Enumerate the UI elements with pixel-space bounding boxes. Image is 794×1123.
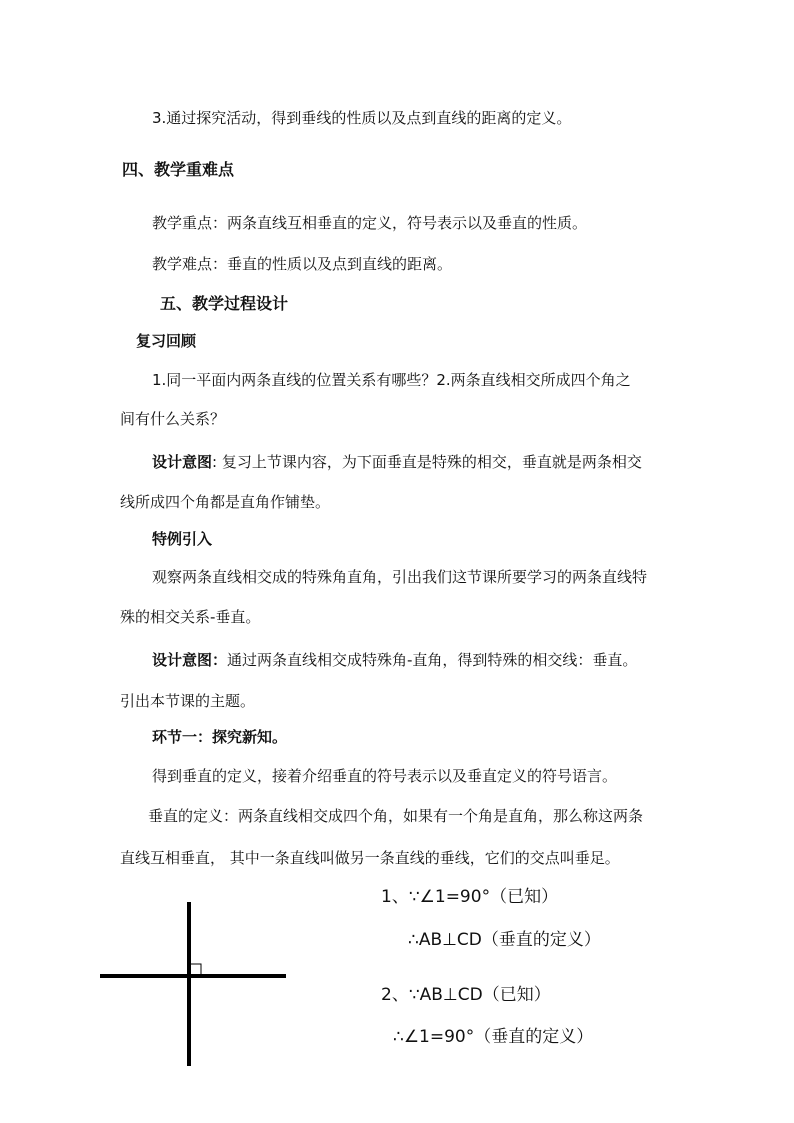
definition-line2: 直线互相垂直， 其中一条直线叫做另一条直线的垂线，它们的交点叫垂足。	[120, 849, 620, 867]
review-question-line2: 间有什么关系？	[120, 410, 226, 428]
design-intent-2-cont: 引出本节课的主题。	[120, 692, 256, 710]
section-5-heading: 五、教学过程设计	[160, 294, 289, 313]
design-intent-label: 设计意图：	[152, 651, 228, 669]
design-intent-text: 通过两条直线相交成特殊角-直角，得到特殊的相交线：垂直。	[227, 651, 638, 669]
section-4-heading: 四、教学重难点	[122, 160, 235, 179]
design-intent-text: : 复习上节课内容，为下面垂直是特殊的相交，垂直就是两条相交	[212, 453, 642, 471]
definition-line1: 垂直的定义：两条直线相交成四个角，如果有一个角是直角，那么称这两条	[148, 807, 644, 825]
difficult-point: 教学难点：垂直的性质以及点到直线的距离。	[152, 255, 453, 273]
objective-3: 3.通过探究活动，得到垂线的性质以及点到直线的距离的定义。	[152, 109, 572, 127]
review-heading: 复习回顾	[136, 332, 197, 350]
math-line-4: ∴∠1=90°（垂直的定义）	[393, 1027, 594, 1047]
get-definition: 得到垂直的定义，接着介绍垂直的符号表示以及垂直定义的符号语言。	[152, 767, 618, 785]
step1-heading: 环节一：探究新知。	[152, 728, 288, 746]
math-line-1: 1、∵∠1=90°（已知）	[381, 887, 559, 907]
math-line-3: 2、∵AB⊥CD（已知）	[381, 985, 551, 1005]
example-heading: 特例引入	[152, 530, 213, 548]
design-intent-label: 设计意图	[152, 453, 213, 471]
review-question-line1: 1.同一平面内两条直线的位置关系有哪些？2.两条直线相交所成四个角之	[152, 371, 631, 389]
observe-line2: 殊的相交关系-垂直。	[120, 608, 261, 626]
math-line-2: ∴AB⊥CD（垂直的定义）	[408, 930, 601, 950]
key-point: 教学重点：两条直线互相垂直的定义，符号表示以及垂直的性质。	[152, 214, 588, 232]
observe-line1: 观察两条直线相交成的特殊角直角，引出我们这节课所要学习的两条直线特	[152, 568, 648, 586]
design-intent-1-cont: 线所成四个角都是直角作铺垫。	[120, 493, 331, 511]
